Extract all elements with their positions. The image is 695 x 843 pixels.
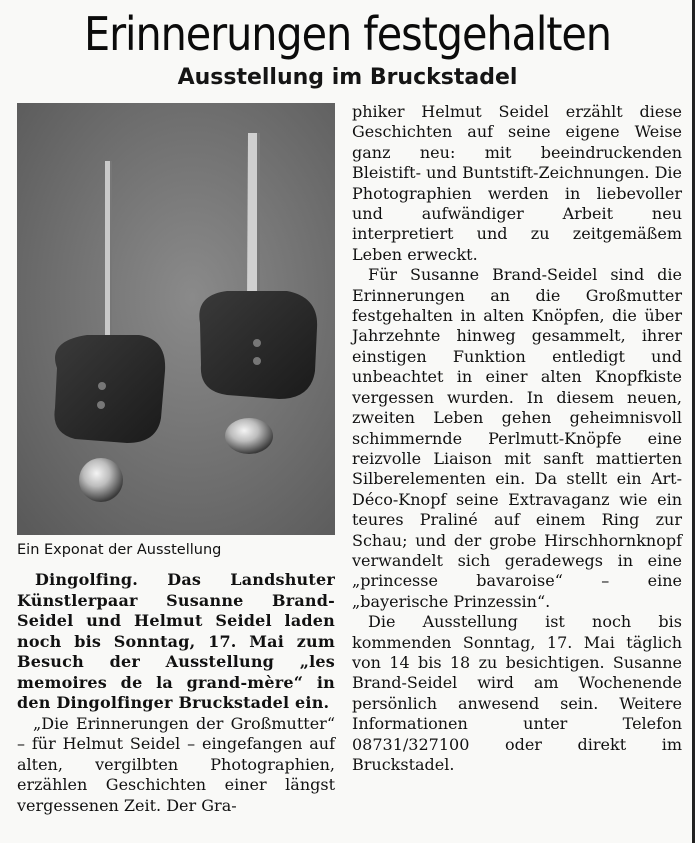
article-column-right xyxy=(352,102,682,775)
body-paragraph-1: „Die Erinnerungen der Großmutter“ – für Helmut Seidel – eingefangen auf alten, vergilbten Photographien, erzählen Geschichten einer längst vergessenen Zeit. Der Gra- xyxy=(17,713,335,815)
body-paragraph-3: Die Ausstellung ist noch bis kommenden Sonntag, 17. Mai täglich von 14 bis 18 zu besichtigen. Susanne Brand-Seidel wird am Wochenende persönlich anwesend sein. Weitere Informationen unter Telefon 08731/327100 oder direkt im Bruckstadel. xyxy=(352,612,682,774)
body-paragraph-1-continued: phiker Helmut Seidel erzählt diese Geschichten auf seine eigene Weise ganz neu: mit beeindruckenden Bleistift- und Buntstift-Zeichnungen. Die Photographien werden in liebevoller und aufwändiger Arbeit neu interpretiert und zu zeitgemäßem Leben erweckt. xyxy=(352,102,682,264)
subheadline: Ausstellung im Bruckstadel xyxy=(177,65,518,90)
headline: Erinnerungen festgehalten xyxy=(84,7,611,61)
body-paragraph-2: Für Susanne Brand-Seidel sind die Erinnerungen an die Großmutter festgehalten in alten Knöpfen, die über Jahrzehnte hinweg gesammelt, ihrer einstigen Funktion entledigt und unbeachtet in einer alten Knopfkiste vergessen wurden. In diesem neuen, zweiten Leben gehen geheimnisvoll schimmernde Perlmutt-Knöpfe eine reizvolle Liaison mit sanft mattierten Silberelementen ein. Da stellt ein Art- Déco-Knopf seine Extravaganz wie ein teures Praliné auf einem Ring zur Schau; und der grobe Hirschhornknopf verwandelt sich geradewegs in eine „princesse bavaroise“ – eine „bayerische Prinzessin“. xyxy=(352,265,682,611)
article-column-left xyxy=(17,570,335,816)
lead-paragraph: Dingolfing. Das Landshuter Künstlerpaar Susanne Brand-Seidel und Helmut Seidel laden noch bis Sonntag, 17. Mai zum Besuch der Ausstellung „les memoires de la grand-mère“ in den Dingolfinger Bruckstadel ein. xyxy=(17,570,335,712)
photo-caption: Ein Exponat der Ausstellung xyxy=(17,542,222,558)
earring-photo-icon xyxy=(17,103,335,535)
exhibit-photo xyxy=(17,103,335,535)
